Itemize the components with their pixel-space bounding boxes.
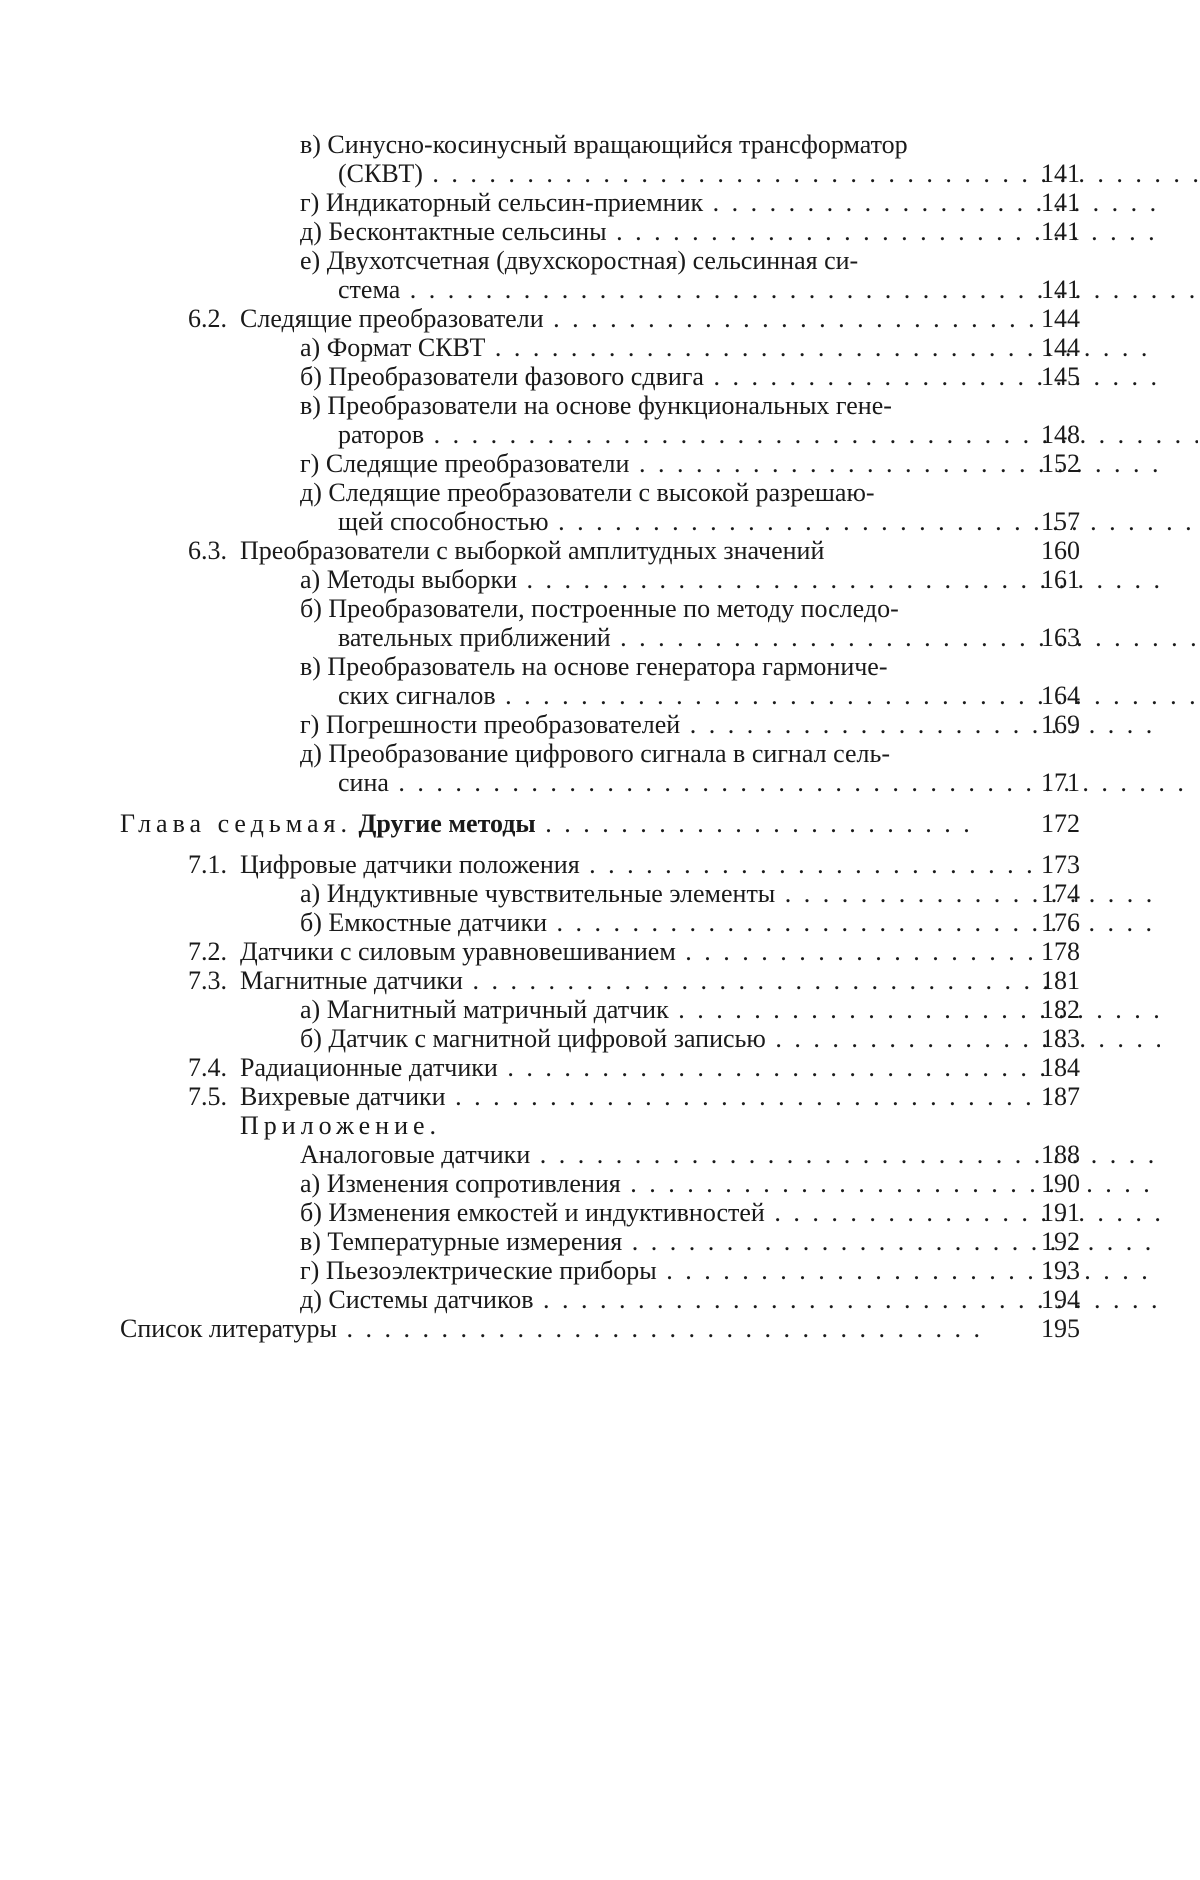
- page-number: 160: [1041, 536, 1080, 565]
- page-number: 183: [1041, 1024, 1080, 1053]
- page-number: 184: [1041, 1053, 1080, 1082]
- toc-entry: [120, 850, 1080, 879]
- toc-entry: [120, 1227, 1080, 1256]
- page-number: 195: [1041, 1314, 1080, 1343]
- toc-entry: [120, 1169, 1080, 1198]
- entry-title: в) Преобразователь на основе генератора гармониче-: [300, 652, 888, 681]
- entry-title: г) Погрешности преобразователей . . .: [300, 710, 1160, 739]
- toc-entry: [120, 652, 1080, 710]
- entry-title: Радиационные датчики . . .: [240, 1053, 1048, 1082]
- page-number: 144: [1041, 304, 1080, 333]
- page-number: 161: [1041, 565, 1080, 594]
- toc-entry: [120, 710, 1080, 739]
- toc-entry: [120, 246, 1080, 304]
- toc-entry: [120, 966, 1080, 995]
- entry-title: ских сигналов . . .: [338, 681, 1198, 710]
- chapter-title: Другие методы: [358, 809, 536, 838]
- entry-title: вательных приближений . . .: [338, 623, 1198, 652]
- page-number: 152: [1041, 449, 1080, 478]
- page-number: 192: [1041, 1227, 1080, 1256]
- toc-entry: [120, 333, 1080, 362]
- toc-entry: [120, 879, 1080, 908]
- page-number: 141: [1041, 275, 1080, 304]
- page-number: 182: [1041, 995, 1080, 1024]
- toc-entry: [120, 304, 1080, 333]
- entry-title: (СКВТ) . . .: [338, 159, 1198, 188]
- page-number: 141: [1041, 188, 1080, 217]
- section-number: 7.3.: [188, 966, 227, 995]
- toc-entry: [120, 1140, 1080, 1169]
- page-number: 181: [1041, 966, 1080, 995]
- toc-entry: [120, 217, 1080, 246]
- toc-entry: [120, 1082, 1080, 1111]
- toc-entry: [120, 937, 1080, 966]
- page-number: 178: [1041, 937, 1080, 966]
- entry-title: Вихревые датчики . . .: [240, 1082, 1048, 1111]
- entry-title: б) Преобразователи, построенные по методу последо-: [300, 594, 899, 623]
- entry-title: щей способностью . . .: [338, 507, 1198, 536]
- toc-entry: [120, 478, 1080, 536]
- entry-title: б) Изменения емкостей и индуктивностей . . .: [300, 1198, 1160, 1227]
- entry-title: а) Формат СКВТ . . .: [300, 333, 1160, 362]
- section-number: 7.4.: [188, 1053, 227, 1082]
- entry-title: г) Пьезоэлектрические приборы . . .: [300, 1256, 1160, 1285]
- toc-entry: [120, 536, 1080, 565]
- page-number: 171: [1041, 768, 1080, 797]
- toc-entry: [120, 1314, 1080, 1343]
- page-number: 188: [1041, 1140, 1080, 1169]
- entry-title: а) Изменения сопротивления . . .: [300, 1169, 1160, 1198]
- entry-title: д) Системы датчиков . . .: [300, 1285, 1160, 1314]
- entry-title: стема . . .: [338, 275, 1198, 304]
- toc-appendix-heading: [120, 1111, 1080, 1140]
- page-number: 169: [1041, 710, 1080, 739]
- toc-entry: [120, 1024, 1080, 1053]
- entry-title: Следящие преобразователи . . .: [240, 304, 1048, 333]
- entry-title: раторов . . .: [338, 420, 1198, 449]
- entry-title: а) Методы выборки . . .: [300, 565, 1160, 594]
- page-number: 148: [1041, 420, 1080, 449]
- page-number: 174: [1041, 879, 1080, 908]
- page-number: 191: [1041, 1198, 1080, 1227]
- table-of-contents: [120, 130, 1080, 1343]
- page-number: 164: [1041, 681, 1080, 710]
- toc-entry: [120, 739, 1080, 797]
- entry-title: Аналоговые датчики . . .: [300, 1140, 1160, 1169]
- toc-entry: [120, 449, 1080, 478]
- toc-entry: [120, 565, 1080, 594]
- toc-entry: [120, 908, 1080, 937]
- entry-title: а) Магнитный матричный датчик . . .: [300, 995, 1160, 1024]
- page-number: 176: [1041, 908, 1080, 937]
- toc-entry: [120, 1256, 1080, 1285]
- page-number: 157: [1041, 507, 1080, 536]
- entry-title: Список литературы . . .: [120, 1314, 980, 1343]
- entry-title: Датчики с силовым уравновешиванием . . .: [240, 937, 1048, 966]
- page-number: 190: [1041, 1169, 1080, 1198]
- toc-entry: [120, 1053, 1080, 1082]
- page-number: 172: [1041, 809, 1080, 838]
- entry-title: Магнитные датчики . . .: [240, 966, 1048, 995]
- toc-entry: [120, 130, 1080, 188]
- page-number: 141: [1041, 217, 1080, 246]
- entry-title: в) Преобразователи на основе функциональных гене-: [300, 391, 892, 420]
- entry-title: Преобразователи с выборкой амплитудных значений: [240, 536, 825, 565]
- entry-title: б) Преобразователи фазового сдвига . . .: [300, 362, 1160, 391]
- entry-title: г) Индикаторный сельсин-приемник . . .: [300, 188, 1160, 217]
- entry-title: б) Емкостные датчики . . .: [300, 908, 1160, 937]
- page-number: 145: [1041, 362, 1080, 391]
- entry-title: д) Следящие преобразователи с высокой разрешаю-: [300, 478, 875, 507]
- entry-title: в) Температурные измерения . . .: [300, 1227, 1160, 1256]
- page-number: 194: [1041, 1285, 1080, 1314]
- section-number: 7.2.: [188, 937, 227, 966]
- toc-entry: [120, 391, 1080, 449]
- entry-title: а) Индуктивные чувствительные элементы . . .: [300, 879, 1160, 908]
- page-number: 163: [1041, 623, 1080, 652]
- section-number: 7.1.: [188, 850, 227, 879]
- entry-title: сина . . .: [338, 768, 1198, 797]
- entry-title: г) Следящие преобразователи . . .: [300, 449, 1160, 478]
- page-number: 173: [1041, 850, 1080, 879]
- toc-entry: [120, 594, 1080, 652]
- chapter-label: Глава седьмая.: [120, 809, 352, 838]
- entry-title: б) Датчик с магнитной цифровой записью . . .: [300, 1024, 1160, 1053]
- appendix-label: Приложение.: [240, 1111, 442, 1140]
- entry-title: д) Бесконтактные сельсины . . .: [300, 217, 1160, 246]
- entry-title: в) Синусно-косинусный вращающийся трансформатор: [300, 130, 908, 159]
- page-number: 141: [1041, 159, 1080, 188]
- toc-entry: [120, 362, 1080, 391]
- entry-title: Цифровые датчики положения . . .: [240, 850, 1048, 879]
- page-number: 193: [1041, 1256, 1080, 1285]
- section-number: 7.5.: [188, 1082, 227, 1111]
- toc-entry: [120, 995, 1080, 1024]
- toc-entry: [120, 1198, 1080, 1227]
- page-number: 144: [1041, 333, 1080, 362]
- page-number: 187: [1041, 1082, 1080, 1111]
- toc-entry: [120, 188, 1080, 217]
- section-number: 6.3.: [188, 536, 227, 565]
- toc-entry: [120, 1285, 1080, 1314]
- entry-title: е) Двухотсчетная (двухскоростная) сельсинная си-: [300, 246, 859, 275]
- section-number: 6.2.: [188, 304, 227, 333]
- toc-chapter-heading: [120, 809, 1080, 838]
- entry-title: д) Преобразование цифрового сигнала в сигнал сель-: [300, 739, 890, 768]
